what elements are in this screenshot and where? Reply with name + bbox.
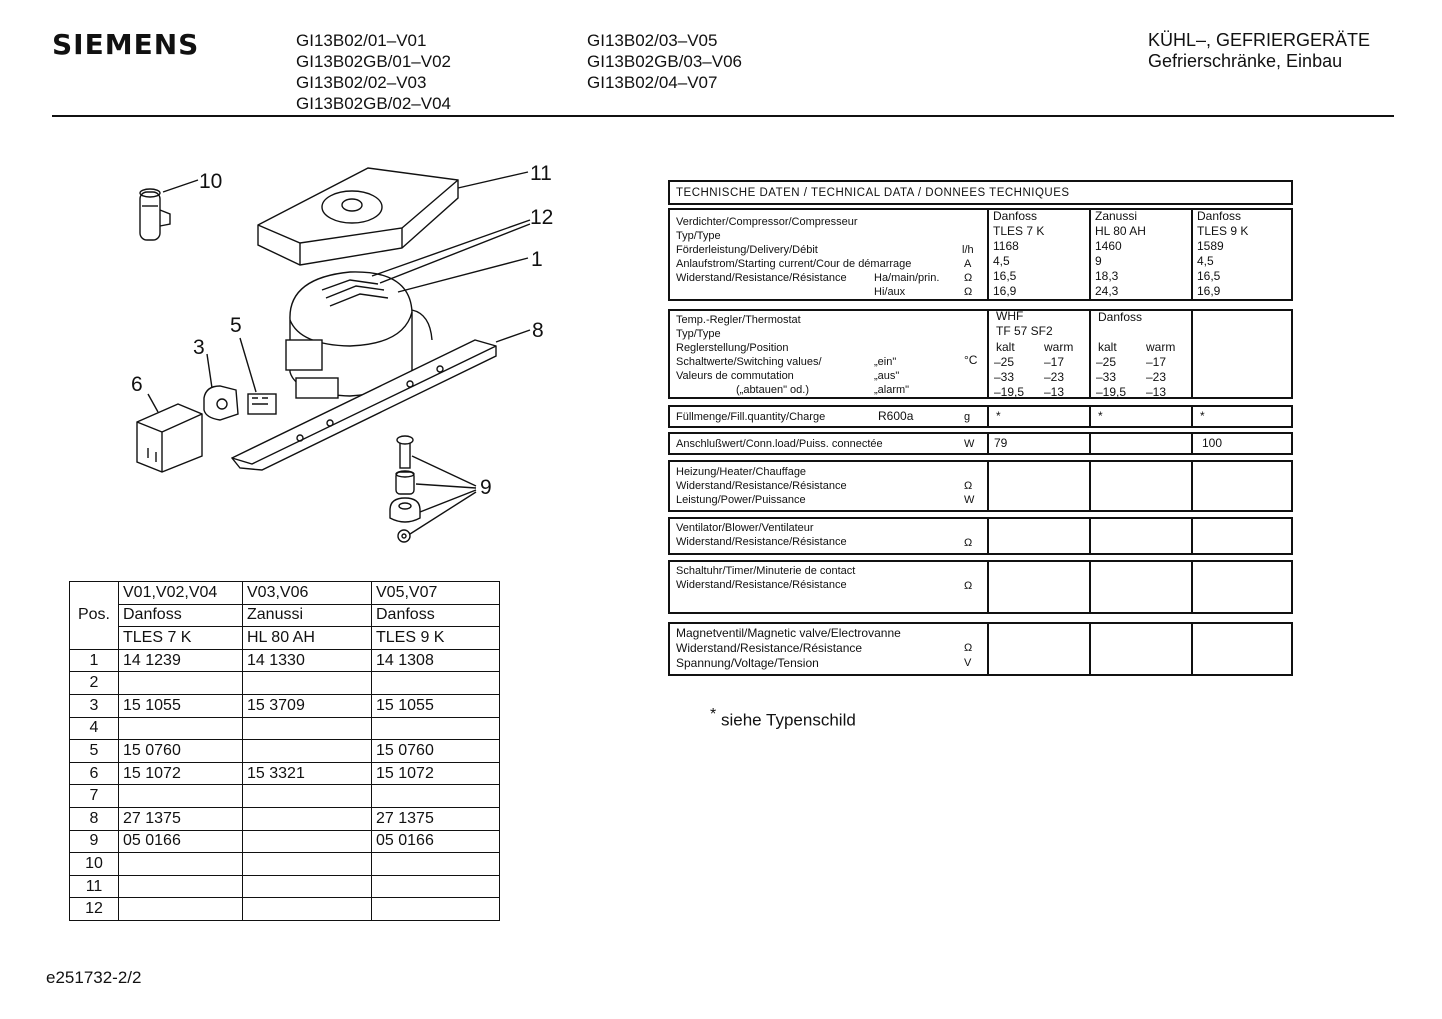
- pos-cell: 8: [70, 807, 119, 830]
- part-number: [119, 672, 243, 695]
- pos-cell: 6: [70, 762, 119, 785]
- model-list-2: [587, 30, 742, 93]
- model-number: GI13B02GB/01–V02: [296, 52, 452, 71]
- row-label: („abtauen" od.): [736, 384, 810, 396]
- row-label: Widerstand/Resistance/Résistance: [676, 579, 847, 591]
- row-label: Schaltuhr/Timer/Minuterie de contact: [676, 565, 856, 577]
- pos-cell: 11: [70, 875, 119, 898]
- callout-label: 1: [531, 248, 543, 271]
- unit: V: [964, 657, 972, 669]
- callout-label: 12: [530, 206, 554, 229]
- category: [1148, 30, 1370, 72]
- pos-header: Pos.: [70, 582, 119, 650]
- type-header: TLES 9 K: [372, 627, 500, 650]
- unit: l/h: [962, 244, 974, 256]
- part-number: [243, 898, 372, 921]
- part-number: [243, 740, 372, 763]
- leader-line: [420, 490, 476, 512]
- part-number: 14 1239: [119, 649, 243, 672]
- unit: Ω: [964, 580, 973, 592]
- table-row: [70, 898, 500, 921]
- table-row: [70, 762, 500, 785]
- warm-label: warm: [1146, 340, 1176, 354]
- part-number: 15 0760: [119, 740, 243, 763]
- row-label: Leistung/Power/Puissance: [676, 494, 806, 506]
- leader-line: [412, 456, 476, 486]
- warm-label: warm: [1044, 340, 1074, 354]
- row-label: Schaltwerte/Switching values/: [676, 356, 822, 368]
- part-number: [243, 853, 372, 876]
- model-number: GI13B02GB/02–V04: [296, 94, 452, 113]
- pos-cell: 4: [70, 717, 119, 740]
- table-row: [70, 649, 500, 672]
- pos-cell: 3: [70, 694, 119, 717]
- part-number: [372, 875, 500, 898]
- pos-cell: 10: [70, 853, 119, 876]
- row-label: Magnetventil/Magnetic valve/Electrovanne: [676, 626, 901, 640]
- refrigerant: R600a: [878, 409, 914, 423]
- model-list-1: [296, 30, 451, 114]
- part-10-capacitor: [140, 189, 170, 240]
- row-label: Reglerstellung/Position: [676, 342, 789, 354]
- unit: Ω: [964, 480, 973, 492]
- part-5-relay: [248, 394, 276, 414]
- part-number: [372, 898, 500, 921]
- part-number: 15 1072: [119, 762, 243, 785]
- version-header: V03,V06: [243, 582, 372, 605]
- part-number: [119, 898, 243, 921]
- part-number: 14 1330: [243, 649, 372, 672]
- part-number: 15 3321: [243, 762, 372, 785]
- part-number: [243, 830, 372, 853]
- model-number: GI13B02/04–V07: [587, 73, 718, 92]
- part-number: 05 0166: [119, 830, 243, 853]
- state-label: „aus": [874, 370, 900, 382]
- type-header: HL 80 AH: [243, 627, 372, 650]
- part-number: [243, 717, 372, 740]
- category-line: Gefrierschränke, Einbau: [1148, 51, 1343, 71]
- switch-value: –25: [994, 355, 1015, 369]
- thermostat-maker: WHF: [996, 309, 1024, 323]
- unit: Ω: [964, 537, 973, 549]
- part-number: [119, 875, 243, 898]
- row-label: Temp.-Regler/Thermostat: [676, 314, 801, 326]
- table-row: [70, 785, 500, 808]
- unit: g: [964, 411, 971, 423]
- leader-line: [496, 330, 530, 342]
- model-number: GI13B02/01–V01: [296, 31, 427, 50]
- footnote-star: *: [710, 706, 717, 723]
- table-row: [70, 875, 500, 898]
- unit: W: [964, 494, 975, 506]
- part-number: [119, 717, 243, 740]
- kalt-label: kalt: [996, 340, 1015, 354]
- callout-label: 3: [193, 336, 205, 359]
- leader-line: [148, 394, 158, 412]
- charge-value: *: [996, 409, 1001, 423]
- switch-value: –23: [1044, 370, 1065, 384]
- row-label: Spannung/Voltage/Tension: [676, 656, 819, 670]
- part-number: [243, 785, 372, 808]
- exploded-parts-diagram: [120, 150, 560, 560]
- conn-value: 79: [994, 436, 1008, 450]
- row-label: Füllmenge/Fill.quantity/Charge: [676, 411, 826, 423]
- model-number: GI13B02/03–V05: [587, 31, 718, 50]
- unit: Ω: [964, 272, 973, 284]
- table-row: [70, 740, 500, 763]
- leader-line: [416, 484, 476, 488]
- footnote-text: siehe Typenschild: [720, 710, 856, 730]
- version-header: V01,V02,V04: [119, 582, 243, 605]
- part-6-cover: [137, 404, 202, 472]
- leader-line: [207, 354, 212, 388]
- unit: Ω: [964, 642, 973, 654]
- part-number: 05 0166: [372, 830, 500, 853]
- row-label: Widerstand/Resistance/Résistance: [676, 480, 847, 492]
- switch-value: –33: [994, 370, 1015, 384]
- leader-line: [240, 338, 256, 392]
- header-divider: [52, 115, 1394, 117]
- leader-line: [398, 258, 528, 292]
- part-11-drip-tray: [258, 168, 458, 265]
- unit: Ω: [964, 286, 973, 298]
- part-number: [372, 717, 500, 740]
- part-number: 14 1308: [372, 649, 500, 672]
- part-number: [372, 853, 500, 876]
- brand-logo: SIEMENS: [52, 28, 200, 61]
- callout-label: 8: [532, 319, 544, 342]
- row-label: Förderleistung/Delivery/Débit: [676, 244, 818, 256]
- compressor-col2: Zanussi HL 80 AH 1460 9 18,3 24,3: [1095, 209, 1146, 298]
- callout-label: 10: [199, 170, 223, 193]
- switch-value: –13: [1044, 385, 1065, 399]
- switch-value: –33: [1096, 370, 1117, 384]
- state-label: „alarm": [874, 384, 910, 396]
- table-row: [70, 830, 500, 853]
- pos-cell: 1: [70, 649, 119, 672]
- row-label: Widerstand/Resistance/Résistance: [676, 536, 847, 548]
- callout-label: 5: [230, 314, 242, 337]
- part-number: 15 1072: [372, 762, 500, 785]
- row-label: Widerstand/Resistance/Résistance: [676, 272, 847, 284]
- thermostat-type: TF 57 SF2: [996, 324, 1053, 338]
- tech-title: TECHNISCHE DATEN / TECHNICAL DATA / DONNEES TECHNIQUES: [676, 187, 1070, 199]
- charge-value: *: [1200, 409, 1205, 423]
- pos-cell: 7: [70, 785, 119, 808]
- version-header: V05,V07: [372, 582, 500, 605]
- row-label: Ventilator/Blower/Ventilateur: [676, 522, 814, 534]
- part-number: 15 1055: [119, 694, 243, 717]
- part-number: [243, 807, 372, 830]
- leader-line: [458, 172, 528, 188]
- callout-label: 11: [530, 162, 552, 185]
- part-number: 15 0760: [372, 740, 500, 763]
- table-row: [70, 807, 500, 830]
- row-sublabel: Hi/aux: [874, 286, 906, 298]
- row-label: Anschlußwert/Conn.load/Puiss. connectée: [676, 438, 883, 450]
- thermostat-maker: Danfoss: [1098, 310, 1143, 324]
- part-number: [243, 672, 372, 695]
- part-9-mounting-set: [390, 436, 420, 542]
- part-number: [372, 672, 500, 695]
- parts-table: [69, 581, 500, 921]
- pos-cell: 12: [70, 898, 119, 921]
- maker-header: Zanussi: [243, 604, 372, 627]
- switch-value: –17: [1044, 355, 1065, 369]
- leader-line: [163, 180, 198, 192]
- compressor-col3: Danfoss TLES 9 K 1589 4,5 16,5 16,9: [1197, 209, 1249, 298]
- pos-cell: 2: [70, 672, 119, 695]
- unit: °C: [964, 353, 978, 367]
- switch-value: –19,5: [1096, 385, 1127, 399]
- part-3-overload: [204, 386, 238, 420]
- compressor-col1: Danfoss TLES 7 K 1168 4,5 16,5 16,9: [993, 209, 1045, 298]
- part-number: 27 1375: [119, 807, 243, 830]
- part-number: [243, 875, 372, 898]
- callout-label: 9: [480, 476, 492, 499]
- switch-value: –23: [1146, 370, 1167, 384]
- switch-value: –17: [1146, 355, 1167, 369]
- pos-cell: 5: [70, 740, 119, 763]
- unit: A: [964, 258, 972, 270]
- callout-label: 6: [131, 373, 143, 396]
- switch-value: –13: [1146, 385, 1167, 399]
- row-label: Verdichter/Compressor/Compresseur: [676, 216, 858, 228]
- part-number: [119, 785, 243, 808]
- model-number: GI13B02GB/03–V06: [587, 52, 743, 71]
- table-row: [70, 694, 500, 717]
- category-line: KÜHL–, GEFRIERGERÄTE: [1148, 30, 1371, 50]
- row-sublabel: Ha/main/prin.: [874, 272, 940, 284]
- type-header: TLES 7 K: [119, 627, 243, 650]
- row-label: Heizung/Heater/Chauffage: [676, 466, 807, 478]
- model-number: GI13B02/02–V03: [296, 73, 427, 92]
- footnote: [710, 706, 856, 731]
- state-label: „ein": [874, 356, 897, 368]
- row-label: Valeurs de commutation: [676, 370, 794, 382]
- unit: W: [964, 438, 975, 450]
- table-row: [70, 717, 500, 740]
- part-number: 15 3709: [243, 694, 372, 717]
- table-row: [70, 853, 500, 876]
- switch-value: –19,5: [994, 385, 1025, 399]
- maker-header: Danfoss: [372, 604, 500, 627]
- row-label: Anlaufstrom/Starting current/Cour de démarrage: [676, 258, 912, 270]
- kalt-label: kalt: [1098, 340, 1117, 354]
- pos-cell: 9: [70, 830, 119, 853]
- row-label: Typ/Type: [676, 328, 721, 340]
- row-label: Widerstand/Resistance/Résistance: [676, 641, 863, 655]
- document-id: e251732-2/2: [46, 968, 142, 987]
- table-row: [70, 672, 500, 695]
- switch-value: –25: [1096, 355, 1117, 369]
- conn-value: 100: [1202, 436, 1223, 450]
- maker-header: Danfoss: [119, 604, 243, 627]
- part-number: [119, 853, 243, 876]
- part-number: [372, 785, 500, 808]
- charge-value: *: [1098, 409, 1103, 423]
- row-label: Typ/Type: [676, 230, 721, 242]
- part-number: 15 1055: [372, 694, 500, 717]
- part-number: 27 1375: [372, 807, 500, 830]
